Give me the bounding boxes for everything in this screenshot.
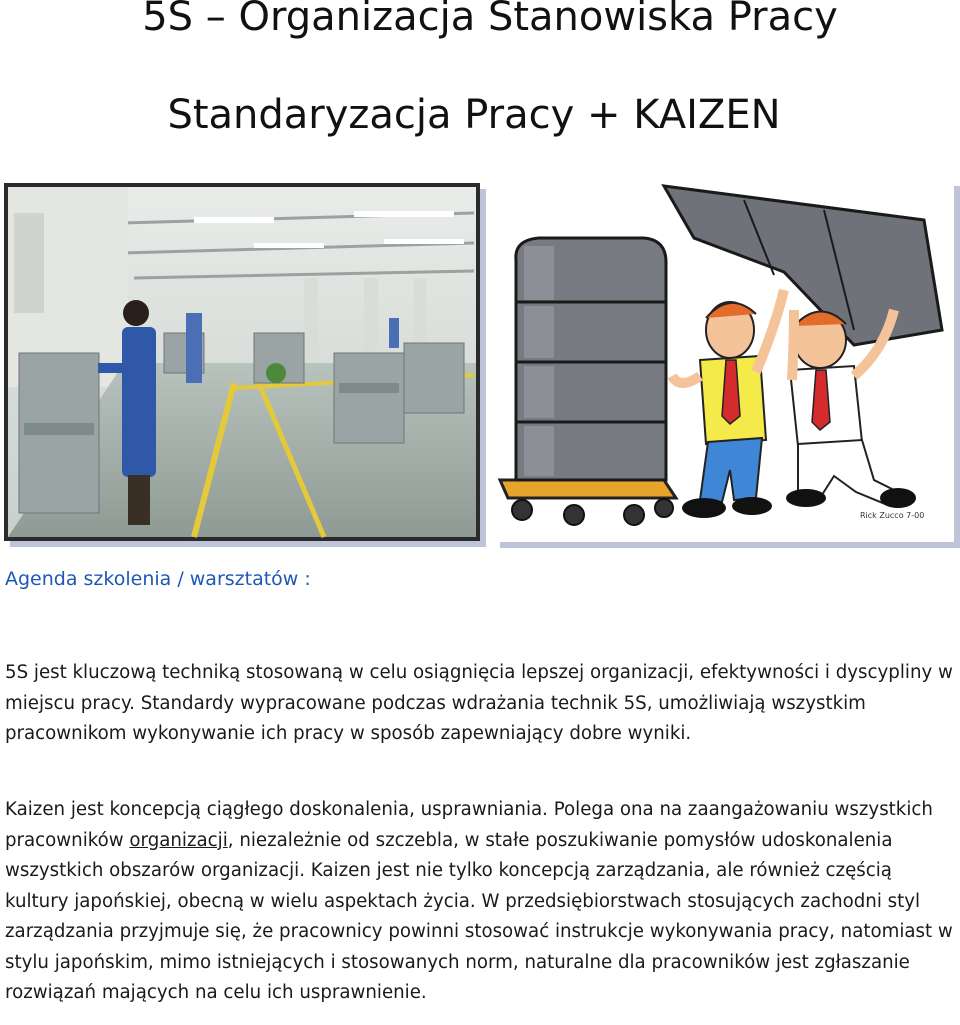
paragraph-kaizen-part1: Kaizen jest koncepcją ciągłego doskonalenia, usprawniania. Polega ona na zaangażowaniu wszystkich pracowników bbox=[5, 799, 933, 851]
workers-carrying-boxes-cartoon-icon bbox=[494, 180, 954, 542]
organizacji-link[interactable]: organizacji bbox=[129, 829, 228, 851]
cartoon-signature: Rick Zucco 7-00 bbox=[860, 511, 925, 520]
cart bbox=[500, 480, 676, 525]
paragraph-kaizen bbox=[5, 795, 960, 1009]
factory-photo bbox=[4, 183, 480, 541]
page-title: 5S – Organizacja Stanowiska Pracy bbox=[142, 0, 838, 40]
paragraph-kaizen-part2: , niezależnie od szczebla, w stałe poszukiwanie pomysłów udoskonalenia wszystkich obszarów organizacji. Kaizen jest nie tylko koncepcją zarządzania, ale również częścią kultury japońskiej, obecną w wielu aspektach życia. W przedsiębiorstwach stosujących zachodni styl zarządzania przyjmuje się, że pracownicy powinni stosować instrukcje wykonywania pracy, natomiast w stylu japońskim, mimo istniejących i stosowanych norm, naturalne dla pracowników jest zgłaszanie rozwiązań mających na celu ich usprawnienie. bbox=[5, 829, 953, 1004]
factory-photo-icon bbox=[4, 183, 480, 541]
agenda-heading: Agenda szkolenia / warsztatów : bbox=[5, 568, 311, 590]
man-yellow-shirt bbox=[672, 290, 784, 518]
page-subtitle: Standaryzacja Pracy + KAIZEN bbox=[167, 92, 781, 138]
paragraph-5s: 5S jest kluczową techniką stosowaną w celu osiągnięcia lepszej organizacji, efektywności i dyscypliny w miejscu pracy. Standardy wypracowane podczas wdrażania technik 5S, umożliwiają wszystkim pracownikom wykonywanie ich pracy w sposób zapewniający dobre wyniki. bbox=[5, 662, 953, 745]
cartoon-illustration bbox=[494, 180, 954, 542]
